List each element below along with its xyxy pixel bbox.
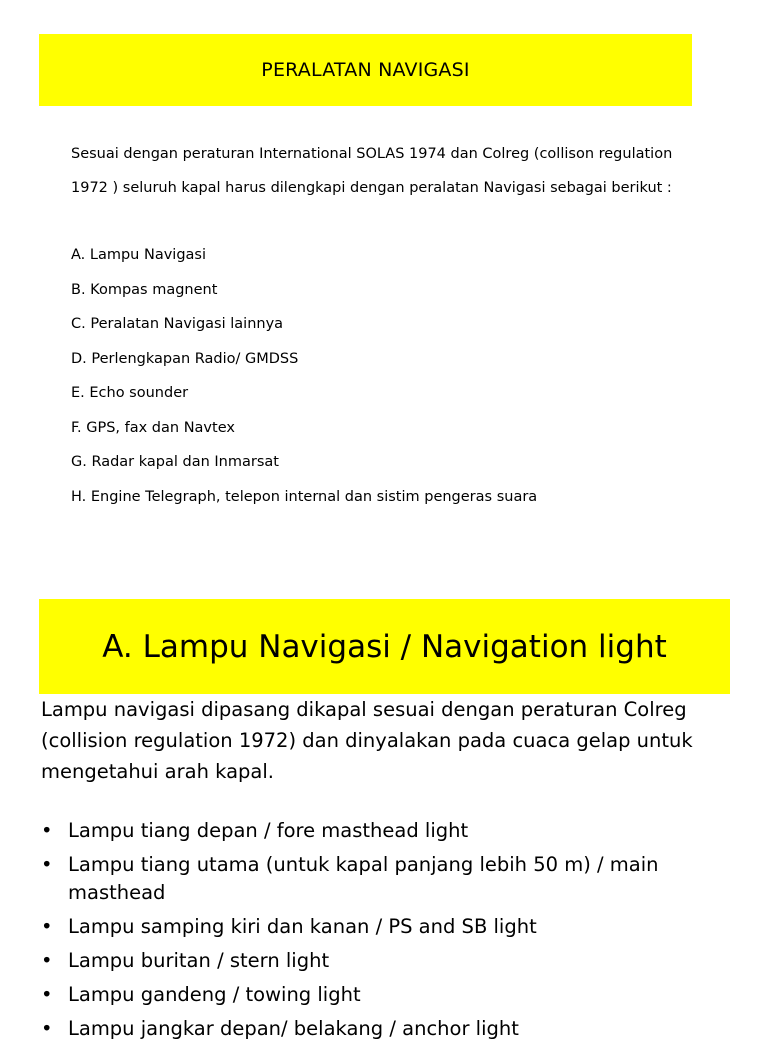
list-item: D. Perlengkapan Radio/ GMDSS <box>71 350 299 367</box>
list-item: F. GPS, fax dan Navtex <box>71 419 235 436</box>
slide-title: PERALATAN NAVIGASI <box>261 59 470 81</box>
list-item: C. Peralatan Navigasi lainnya <box>71 316 284 332</box>
bullet-icon: • <box>41 853 53 876</box>
bullet-icon: • <box>41 915 53 938</box>
intro-paragraph <box>71 137 731 205</box>
list-item: B. Kompas magnent <box>71 281 218 298</box>
bullet-icon: • <box>41 949 53 972</box>
navigation-light-list <box>41 817 741 1049</box>
list-item-text: Lampu gandeng / towing light <box>68 983 361 1006</box>
bullet-icon: • <box>41 819 53 842</box>
list-item-text: Lampu tiang utama (untuk kapal panjang lebih 50 m) / main masthead <box>68 853 659 904</box>
intro-line-2: 1972 ) seluruh kapal harus dilengkapi dengan peralatan Navigasi sebagai berikut : <box>71 180 672 196</box>
list-item: E. Echo sounder <box>71 385 189 401</box>
equipment-list <box>71 242 537 518</box>
list-item: G. Radar kapal dan Inmarsat <box>71 454 279 470</box>
bullet-icon: • <box>41 1017 53 1040</box>
bullet-icon: • <box>41 983 53 1006</box>
list-item-text: Lampu tiang depan / fore masthead light <box>68 819 469 842</box>
list-item <box>41 947 741 975</box>
list-item <box>41 1015 741 1043</box>
list-item: A. Lampu Navigasi <box>71 247 206 263</box>
list-item-text: Lampu jangkar depan/ belakang / anchor light <box>68 1017 519 1040</box>
section-heading: A. Lampu Navigasi / Navigation light <box>102 628 667 665</box>
slide-title-banner <box>39 34 692 106</box>
intro-line-1: Sesuai dengan peraturan International SOLAS 1974 dan Colreg (collison regulation <box>71 146 673 162</box>
section-heading-banner <box>39 599 730 694</box>
list-item: H. Engine Telegraph, telepon internal dan sistim pengeras suara <box>71 488 538 505</box>
list-item <box>41 913 741 941</box>
list-item-text: Lampu samping kiri dan kanan / PS and SB light <box>68 915 537 938</box>
list-item <box>41 851 741 907</box>
list-item <box>41 817 741 845</box>
list-item-text: Lampu buritan / stern light <box>68 949 330 972</box>
section-paragraph: Lampu navigasi dipasang dikapal sesuai dengan peraturan Colreg (collision regulation 1972) dan dinyalakan pada cuaca gelap untuk mengetahui arah kapal. <box>41 698 693 783</box>
list-item <box>41 981 741 1009</box>
